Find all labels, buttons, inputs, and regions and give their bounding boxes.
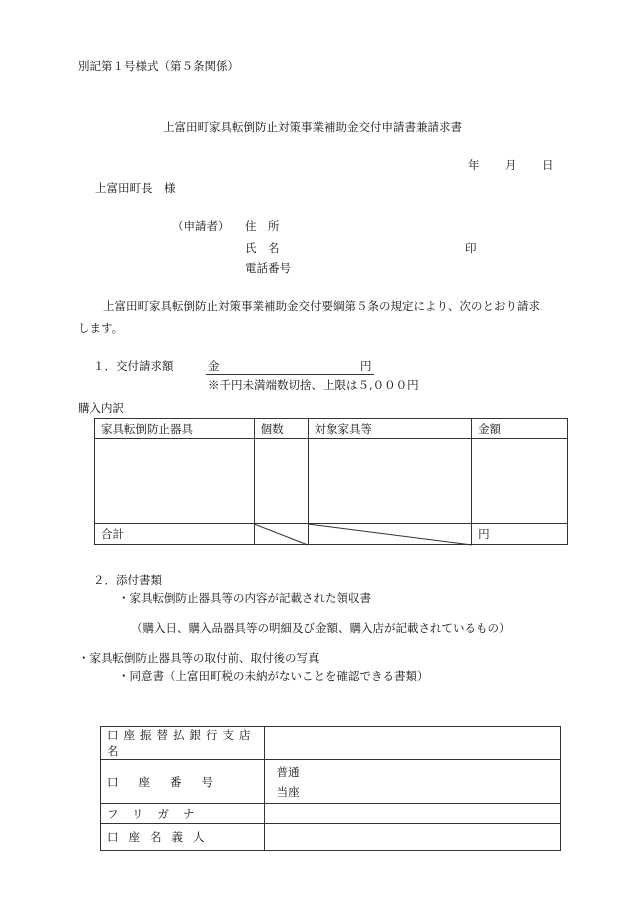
body-line-1: 上富田町家具転倒防止対策事業補助金交付要綱第５条の規定により、次のとおり請求	[103, 299, 540, 313]
table-row	[95, 439, 568, 524]
table-row	[101, 824, 561, 851]
amount-prefix: 金	[208, 359, 220, 373]
attachment-item-2: ・家具転倒防止器具等の取付前、取付後の写真	[78, 651, 320, 665]
table-cell[interactable]	[254, 439, 308, 524]
account-holder-value[interactable]	[264, 824, 560, 851]
table-cell[interactable]	[95, 439, 255, 524]
total-label: 合計	[95, 524, 255, 545]
account-type-ordinary: 普通	[276, 764, 300, 779]
column-header: 金額	[472, 419, 568, 439]
page-title: 上富田町家具転倒防止対策事業補助金交付申請書兼請求書	[163, 120, 462, 134]
amount-label: １．交付請求額	[93, 359, 174, 373]
amount-note: ※千円未満端数切捨、上限は５,０００円	[208, 378, 419, 392]
address-label: 住 所	[245, 219, 280, 233]
purchase-table	[94, 418, 568, 545]
purchase-heading: 購入内訳	[78, 401, 124, 415]
attachments-heading: ２．添付書類	[93, 573, 162, 587]
table-cell[interactable]	[472, 439, 568, 524]
bank-branch-label: 口座振替払銀行支店名	[101, 727, 265, 760]
date-day: 日	[542, 158, 554, 172]
bank-table	[100, 726, 561, 851]
column-header: 対象家具等	[308, 419, 472, 439]
name-label: 氏 名	[245, 241, 280, 255]
table-row	[101, 727, 561, 760]
body-line-2: します。	[78, 321, 124, 335]
column-header: 個数	[254, 419, 308, 439]
bank-branch-value[interactable]	[264, 727, 560, 760]
table-cell[interactable]	[308, 439, 472, 524]
total-amount-cell[interactable]: 円	[472, 524, 568, 545]
account-holder-label: 口座名義人	[101, 824, 265, 851]
total-item-cell	[308, 524, 472, 545]
phone-label: 電話番号	[245, 261, 291, 275]
table-row	[101, 804, 561, 824]
furigana-value[interactable]	[264, 804, 560, 824]
attachment-item-1: ・家具転倒防止器具等の内容が記載された領収書	[118, 591, 371, 605]
table-row	[101, 760, 561, 804]
attachment-item-3: ・同意書（上富田町税の未納がないことを確認できる書類）	[118, 669, 429, 683]
column-header: 家具転倒防止器具	[95, 419, 255, 439]
account-type-current: 当座	[276, 784, 300, 799]
form-label: 別記第１号様式（第５条関係）	[78, 59, 239, 73]
account-number-value[interactable]	[264, 760, 560, 804]
addressee: 上富田町長 様	[95, 181, 176, 195]
furigana-label: フリガナ	[101, 804, 265, 824]
date-year: 年	[468, 158, 480, 172]
applicant-label: （申請者）	[172, 219, 230, 233]
total-row	[95, 524, 568, 545]
total-count-cell	[254, 524, 308, 545]
table-header-row	[95, 419, 568, 439]
seal-mark: 印	[465, 241, 477, 255]
date-month: 月	[505, 158, 517, 172]
account-number-label: 口座番号	[101, 760, 265, 804]
amount-unit: 円	[360, 359, 372, 373]
attachment-item-1-note: （購入日、購入品器具等の明細及び金額、購入店が記載されているもの）	[131, 621, 511, 635]
amount-underline	[206, 374, 374, 375]
